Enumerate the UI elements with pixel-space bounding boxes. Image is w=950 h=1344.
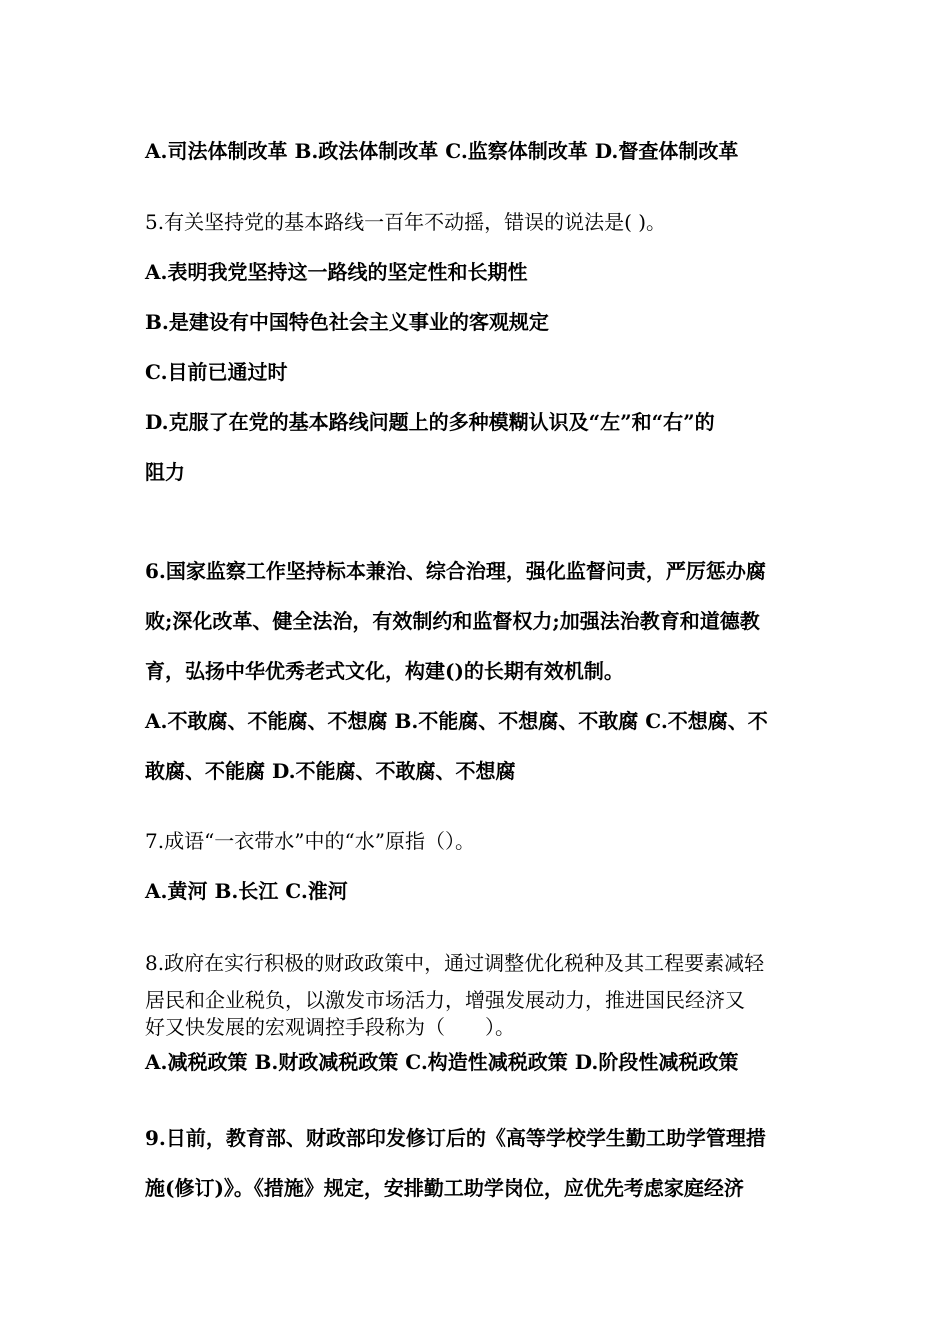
q8-stem-line2: 居民和企业税负，以激发市场活力，增强发展动力，推进国民经济又 — [145, 988, 745, 1012]
q5-option-b: B.是建设有中国特色社会主义事业的客观规定 — [145, 310, 549, 334]
q7-options: A.黄河 B.长江 C.淮河 — [145, 879, 348, 903]
q8-stem-line1: 8.政府在实行积极的财政政策中，通过调整优化税种及其工程要素减轻 — [145, 951, 765, 975]
q5-option-a: A.表明我党坚持这一路线的坚定性和长期性 — [145, 260, 528, 284]
q5-option-d: D.克服了在党的基本路线问题上的多种模糊认识及“左”和“右”的 — [145, 410, 715, 434]
q6-stem-line1: 6.国家监察工作坚持标本兼治、综合治理，强化监督问责，严厉惩办腐 — [145, 559, 766, 583]
q5-option-c: C.目前已通过时 — [145, 360, 288, 384]
q5-option-d-cont: 阻力 — [145, 460, 185, 484]
q4-options: A.司法体制改革 B.政法体制改革 C.监察体制改革 D.督查体制改革 — [145, 139, 739, 163]
q9-stem-line2: 施(修订)》。《措施》规定，安排勤工助学岗位，应优先考虑家庭经济 — [145, 1176, 744, 1200]
q5-stem: 5.有关坚持党的基本路线一百年不动摇，错误的说法是( )。 — [145, 210, 667, 234]
q6-stem-line2: 败;深化改革、健全法治，有效制约和监督权力;加强法治教育和道德教 — [145, 609, 760, 633]
q6-options-line2: 敢腐、不能腐 D.不能腐、不敢腐、不想腐 — [145, 759, 516, 783]
q7-stem: 7.成语“一衣带水”中的“水”原指（）。 — [145, 829, 475, 853]
q9-stem-line1: 9.日前，教育部、财政部印发修订后的《高等学校学生勤工助学管理措 — [145, 1126, 766, 1150]
q6-stem-line3: 育，弘扬中华优秀老式文化，构建()的长期有效机制。 — [145, 659, 624, 683]
q8-options: A.减税政策 B.财政减税政策 C.构造性减税政策 D.阶段性减税政策 — [145, 1050, 739, 1074]
q6-options-line1: A.不敢腐、不能腐、不想腐 B.不能腐、不想腐、不敢腐 C.不想腐、不 — [145, 709, 768, 733]
q8-stem-line3: 好又快发展的宏观调控手段称为（ ）。 — [145, 1015, 515, 1039]
